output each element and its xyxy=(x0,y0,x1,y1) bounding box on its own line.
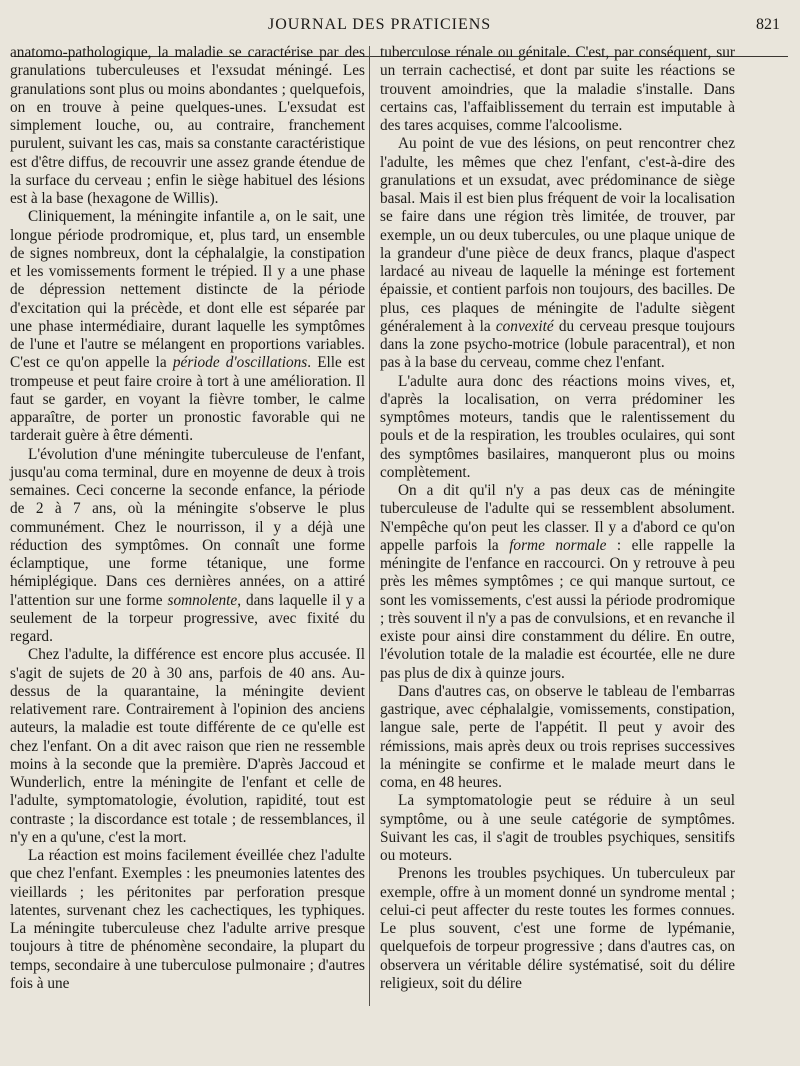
paragraph: anatomo-pathologique, la maladie se caractérise par des granulations tuberculeuses et l'exsudat méningé. Les granulations sont plus ou moins abondantes ; quelquefois, on en trouve à peine quelques-unes. L'exsudat est simplement louche, ou, au contraire, franchement purulent, suivant les cas, mais sa constante caractéristique est d'être diffus, de recouvrir une assez grande étendue de la surface du cerveau ; enfin le siège habituel des lésions est à la base (hexagone de Willis). xyxy=(10,44,365,207)
right-column xyxy=(380,44,735,993)
paragraph: Prenons les troubles psychiques. Un tuberculeux par exemple, offre à un moment donné un syndrome mental ; celui-ci peut affecter du reste toutes les formes connues. Le plus souvent, c'est une forme de lypémanie, quelquefois de torpeur progressive ; dans d'autres cas, on observera un véritable délire systématisé, soit du délire religieux, soit du délire xyxy=(380,865,735,992)
paragraph: Cliniquement, la méningite infantile a, on le sait, une longue période prodromique, et, plus tard, un ensemble de signes nombreux, dont la céphalalgie, la constipation et les vomissements forment le trépied. Il y a une phase de dépression nettement distincte de la période d'excitation qui la précède, et dont elle est séparée par une phase intermédiaire, durant laquelle les symptômes de l'une et l'autre se mélangent en proportions variables. C'est ce qu'on appelle la période d'oscillations. Elle est trompeuse et peut faire croire à tort à une amélioration. Il faut se garder, en voyant la fièvre tomber, le calme apparaître, de porter un pronostic favorable qui ne tarderait guère à être démenti. xyxy=(10,208,365,445)
running-title: JOURNAL DES PRATICIENS xyxy=(268,16,492,33)
page-header xyxy=(0,14,800,44)
column-divider xyxy=(369,46,370,1006)
paragraph: La symptomatologie peut se réduire à un seul symptôme, ou à une seule catégorie de symptômes. Suivant les cas, il s'agit de troubles psychiques, sensitifs ou moteurs. xyxy=(380,792,735,864)
paragraph: Chez l'adulte, la différence est encore plus accusée. Il s'agit de sujets de 20 à 30 ans, parfois de 40 ans. Au-dessus de la quarantaine, la méningite devient relativement rare. Contrairement à l'opinion des anciens auteurs, la maladie est toute différente de ce qu'elle est chez l'enfant. On a dit avec raison que rien ne ressemble moins à la seconde que la première. D'après Jaccoud et Wunderlich, entre la méningite de l'enfant et celle de l'adulte, symptomatologie, évolution, rapidité, tout est contraste ; la discordance est totale ; de ressemblances, il n'y en a qu'une, c'est la mort. xyxy=(10,646,365,846)
paragraph: La réaction est moins facilement éveillée chez l'adulte que chez l'enfant. Exemples : les pneumonies latentes des vieillards ; les péritonites par perforation presque latentes, survenant chez les cachectiques, les typhiques. La méningite tuberculeuse chez l'adulte arrive presque toujours à titre de phénomène secondaire, la plupart du temps, secondaire à une tuberculose pulmonaire ; d'autres fois à une xyxy=(10,847,365,992)
paragraph: Dans d'autres cas, on observe le tableau de l'embarras gastrique, avec céphalalgie, vomissements, constipation, langue sale, perte de l'appétit. Il peut y avoir des rémissions, mais après deux ou trois reprises successives la méningite se confirme et le malade meurt dans le coma, en 48 heures. xyxy=(380,682,735,791)
left-column xyxy=(10,44,365,993)
paragraph: Au point de vue des lésions, on peut rencontrer chez l'adulte, les mêmes que chez l'enfant, c'est-à-dire des granulations et un exsudat, avec prédominance de siège basal. Mais il est bien plus fréquent de voir la localisation se faire dans une région très limitée, de trouver, par exemple, un ou deux tubercules, ou une plaque unique de la grandeur d'une pièce de deux francs, plaque d'aspect lardacé au niveau de laquelle la méninge est fortement épaissie, et contient parfois non toujours, des bacilles. De plus, ces plaques de méningite de l'adulte siègent généralement à la convexité du cerveau presque toujours dans la zone psycho-motrice (lobule paracentral), et non pas à la base du cerveau, comme chez l'enfant. xyxy=(380,135,736,372)
paragraph: tuberculose rénale ou génitale. C'est, par conséquent, sur un terrain cachectisé, et dont par suite les réactions se trouvent amoindries, que la maladie s'installe. Dans certains cas, l'affaiblissement du terrain est imputable à des tares acquises, comme l'alcoolisme. xyxy=(380,44,735,134)
paragraph: On a dit qu'il n'y a pas deux cas de méningite tuberculeuse de l'adulte qui se ressemblent absolument. N'empêche qu'on peut les classer. Il y a d'abord ce qu'on appelle parfois la forme normale : elle rappelle la méningite de l'enfance en raccourci. On y retrouve à peu près les mêmes symptômes ; ce qui manque surtout, ce sont les vomissements, c'est aussi la période prodromique ; très souvent il n'y a pas de convulsions, et en revanche il existe pour ainsi dire constamment du délire. En outre, l'évolution totale de la maladie est écourtée, elle ne dure pas plus de dix à quinze jours. xyxy=(380,482,736,682)
paragraph: L'évolution d'une méningite tuberculeuse de l'enfant, jusqu'au coma terminal, dure en moyenne de deux à trois semaines. Ceci concerne la seconde enfance, la période de 2 à 7 ans, où la méningite s'observe le plus communément. Chez le nourrisson, il y a déjà une réduction des symptômes. On connaît une forme éclamptique, une forme tétanique, une forme hémiplégique. Dans ces dernières années, on a attiré l'attention sur une forme somnolente, dans laquelle il y a seulement de la torpeur progressive, avec fixité du regard. xyxy=(10,445,366,645)
page-number: 821 xyxy=(756,16,780,33)
paragraph: L'adulte aura donc des réactions moins vives, et, d'après la localisation, on verra prédominer les symptômes moteurs, tandis que le ralentissement du pouls et de la respiration, les troubles oculaires, qui sont des symptômes basilaires, manqueront plus ou moins complètement. xyxy=(380,372,735,481)
